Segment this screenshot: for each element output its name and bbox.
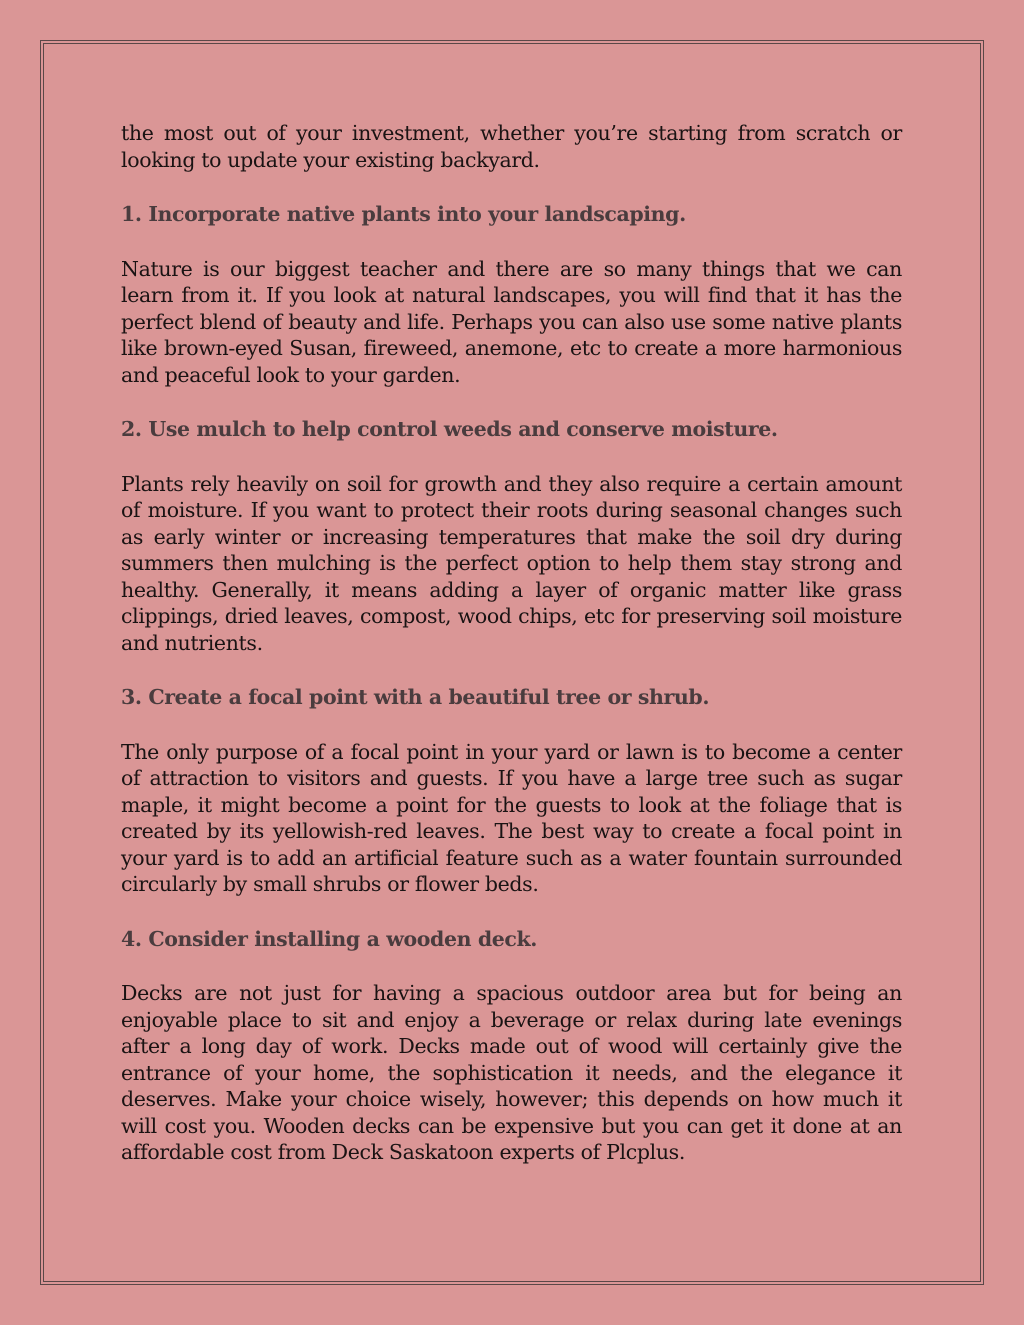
section-body-mulch: Plants rely heavily on soil for growth and they also require a certain amount of moisture. If you want to protect their roots during seasonal changes such as early winter or increasing temperatures that make the soil dry during summers then mulching is the perfect option to help them stay strong and healthy. Generally, it means adding a layer of organic matter like grass clippings, dried leaves, compost, wood chips, etc for preserving soil moisture and nutrients. [121, 471, 902, 655]
section-heading-focal-point: 3. Create a focal point with a beautiful tree or shrub. [121, 685, 710, 709]
section-body-native-plants: Nature is our biggest teacher and there are so many things that we can learn from it. If you look at natural landscapes, you will find that it has the perfect blend of beauty and life. Perhaps you can also use some native plants like brown-eyed Susan, fireweed, anemone, etc to create a more harmonious and peaceful look to your garden. [121, 256, 902, 387]
section-heading-native-plants: 1. Incorporate native plants into your landscaping. [121, 202, 686, 226]
section-heading-mulch: 2. Use mulch to help control weeds and conserve moisture. [121, 417, 778, 441]
section-body-focal-point: The only purpose of a focal point in your yard or lawn is to become a center of attraction to visitors and guests. If you have a large tree such as sugar maple, it might become a point for the guests to look at the foliage that is created by its yellowish-red leaves. The best way to create a focal point in your yard is to add an artificial feature such as a water fountain surrounded circularly by small shrubs or flower beds. [121, 739, 902, 896]
intro-paragraph: the most out of your investment, whether you’re starting from scratch or looking to update your existing backyard. [121, 121, 902, 172]
document-body [121, 120, 902, 1194]
section-heading-wooden-deck: 4. Consider installing a wooden deck. [121, 926, 538, 951]
section-body-wooden-deck: Decks are not just for having a spacious outdoor area but for being an enjoyable place to sit and enjoy a beverage or relax during late evenings after a long day of work. Decks made out of wood will certainly give the entrance of your home, the sophistication it needs, and the elegance it deserves. Make your choice wisely, however; this depends on how much it will cost you. Wooden decks can be expensive but you can get it done at an affordable cost from Deck Saskatoon experts of Plcplus. [121, 981, 902, 1164]
